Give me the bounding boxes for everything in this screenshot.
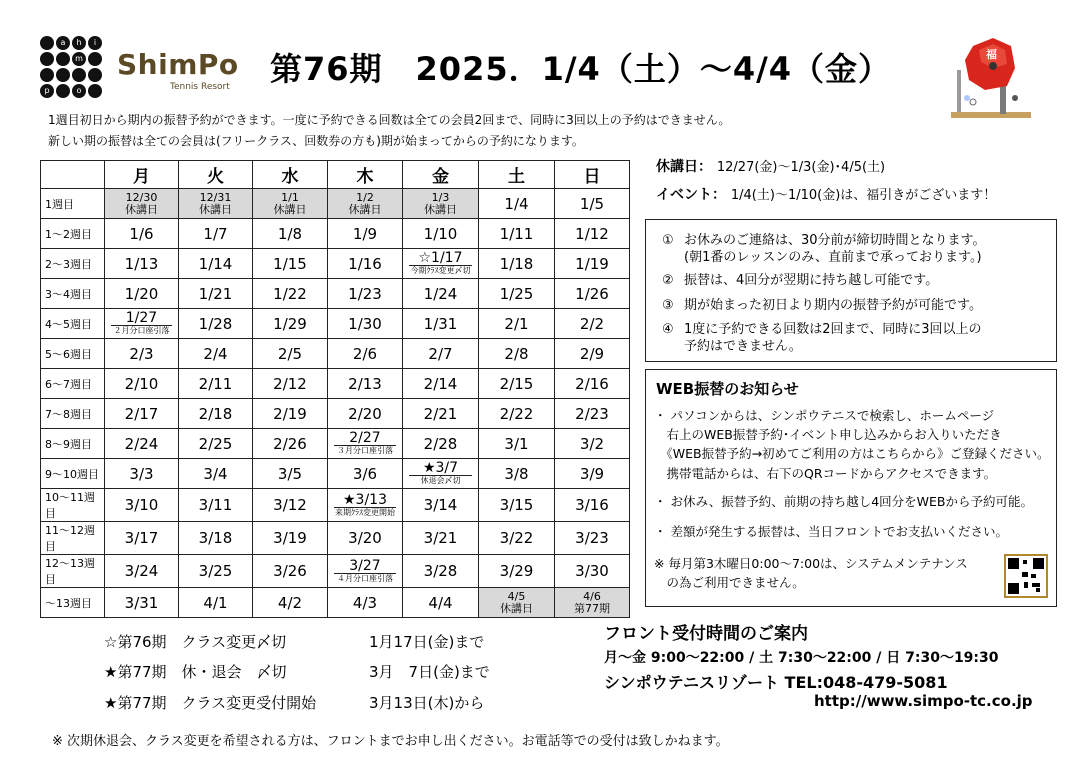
deadline-item [104,661,490,682]
date-cell: 1/30 [328,309,403,339]
date-note: 第77期 [574,601,610,615]
date-note: 休退会〆切 [409,475,472,486]
week-label: 8～9週目 [41,429,105,459]
date-cell: 2/6 [328,339,403,369]
date-note: 休講日 [125,202,158,216]
date-cell: 1/18 [479,249,555,279]
date-cell [403,459,479,489]
date-cell: 4/1 [179,588,253,618]
deadline-label: ★第77期 休・退会 〆切 [104,663,287,681]
date-cell: 2/7 [403,339,479,369]
holiday-value: 12/27(金)～1/3(金)･4/5(土) [716,160,886,175]
date-cell: 4/2 [253,588,328,618]
rule-text: 期が始まった初日より期内の振替予約が可能です。 [684,298,982,313]
date-cell: 1/10 [403,219,479,249]
logo-dot [88,68,102,82]
table-row [41,309,630,339]
date-value: 1/1 [281,190,299,204]
date-value: 2/27 [349,430,381,446]
date-cell: 2/21 [403,399,479,429]
date-cell [105,309,179,339]
date-cell: 1/24 [403,279,479,309]
day-header: 月 [105,161,179,189]
date-cell: 3/22 [479,522,555,555]
date-cell: 2/11 [179,369,253,399]
date-cell: 1/13 [105,249,179,279]
web-line: ・ 差額が発生する振替は、当日フロントでお支払いください。 [654,524,1008,539]
date-cell: 3/10 [105,489,179,522]
date-cell: 3/20 [328,522,403,555]
date-value: 12/30 [125,190,158,204]
web-line: ・ お休み、振替予約、前期の持ち越し4回分をWEBから予約可能。 [654,494,1034,509]
day-header: 日 [555,161,630,189]
rule-text: お休みのご連絡は、30分前が締切時間となります。 [684,233,986,248]
intro-line: 新しい期の振替は全ての会員は(フリークラス、回数券の方も)期が始まってからの予約になります。 [48,134,584,148]
date-cell: 3/6 [328,459,403,489]
date-cell [403,249,479,279]
date-cell: 2/18 [179,399,253,429]
table-row [41,279,630,309]
date-note: 休講日 [199,202,232,216]
intro-line: 1週目初日から期内の振替予約ができます。一度に予約できる回数は全ての会員2回まで、同時に3回以上の予約はできません。 [48,113,731,127]
week-label: 5～6週目 [41,339,105,369]
deadline-item [104,631,485,652]
date-cell: 1/16 [328,249,403,279]
date-note: ４月分口座引落 [334,573,396,584]
deadline-date: 3月 7日(金)まで [369,663,490,681]
deadline-date: 3月13日(木)から [369,694,485,712]
date-note: 休講日 [273,202,307,216]
front-desk-phone[interactable]: シンポウテニスリゾート TEL:048-479-5081 [604,673,948,692]
date-cell: 2/5 [253,339,328,369]
date-cell: 1/19 [555,249,630,279]
table-row [41,189,630,219]
date-note: 休講日 [348,202,382,216]
date-cell: 1/4 [479,189,555,219]
rule-text: 1度に予約できる回数は2回まで、同時に3回以上の [684,322,982,337]
logo-dot [56,84,70,98]
front-desk-title: フロント受付時間のご案内 [604,624,808,644]
date-cell: 2/25 [179,429,253,459]
logo-dot: p [40,84,54,98]
logo-dot: i [88,36,102,50]
date-value: 4/5 [507,589,526,603]
date-cell: 3/19 [253,522,328,555]
logo-dot: h [72,36,86,50]
week-label: 9～10週目 [41,459,105,489]
rule-number: ① [662,233,674,248]
date-cell: 1/21 [179,279,253,309]
event-value: 1/4(土)～1/10(金)は、福引きがございます！ [730,188,997,203]
date-value: 4/6 [583,589,601,603]
date-cell: 3/30 [555,555,630,588]
date-cell: 2/10 [105,369,179,399]
date-cell: 2/23 [555,399,630,429]
schedule-table [40,160,630,618]
date-note: ２月分口座引落 [111,325,172,336]
date-cell: 3/12 [253,489,328,522]
qr-code[interactable] [1004,554,1048,598]
week-label: 4～5週目 [41,309,105,339]
brand-name: ShimPo [117,48,239,81]
rule-text: 予約はできません。 [684,339,802,354]
date-cell: 3/24 [105,555,179,588]
date-value: ★3/13 [343,491,387,508]
rule-text: (朝1番のレッスンのみ、直前まで承っております。) [684,250,982,265]
logo-dot [40,36,54,50]
date-cell: 2/2 [555,309,630,339]
date-cell: 1/22 [253,279,328,309]
web-title: WEB振替のお知らせ [656,380,799,398]
rule-line [662,297,982,314]
page-title: 第76期 2025．1/4（土）～4/4（金） [270,50,892,88]
deadline-date: 1月17日(金)まで [369,633,485,651]
date-value: 12/31 [199,190,232,204]
week-label: 10～11週目 [41,489,105,522]
lottery-sign: 福 [986,48,997,61]
date-cell: 2/20 [328,399,403,429]
week-label: ～13週目 [41,588,105,618]
date-cell: 1/12 [555,219,630,249]
date-cell: 1/14 [179,249,253,279]
date-cell: 2/9 [555,339,630,369]
deadline-item [104,692,485,713]
table-row [41,219,630,249]
date-note: 今期ｸﾗｽ変更〆切 [410,266,471,275]
logo-dot [72,68,86,82]
date-cell [253,189,328,219]
week-label: 1週目 [41,189,105,219]
date-cell: 1/31 [403,309,479,339]
date-cell [328,189,403,219]
date-cell: 2/19 [253,399,328,429]
web-line: の為ご利用できません。 [654,575,805,590]
date-cell: 2/8 [479,339,555,369]
date-cell: 1/9 [328,219,403,249]
date-cell: 2/12 [253,369,328,399]
date-cell: 1/26 [555,279,630,309]
date-cell: 3/8 [479,459,555,489]
rule-line [662,232,986,249]
day-header: 土 [479,161,555,189]
date-value: 1/3 [431,190,450,204]
day-header: 木 [328,161,403,189]
logo-dot [40,68,54,82]
date-cell: 3/11 [179,489,253,522]
date-cell: 2/28 [403,429,479,459]
date-cell [479,588,555,618]
week-label: 6～7週目 [41,369,105,399]
event-label: イベント： [656,187,726,203]
footer-note: ※ 次期休退会、クラス変更を希望される方は、フロントまでお申し出ください。お電話等での受付は致しかねます。 [52,734,729,749]
date-cell: 3/23 [555,522,630,555]
date-cell: 1/29 [253,309,328,339]
week-label: 2～3週目 [41,249,105,279]
date-cell [555,588,630,618]
rule-line [662,272,938,289]
date-cell: 4/4 [403,588,479,618]
week-label: 1～2週目 [41,219,105,249]
date-cell: 2/24 [105,429,179,459]
date-cell: 4/3 [328,588,403,618]
date-cell: 2/14 [403,369,479,399]
web-line: ※ 毎月第3木曜日0:00～7:00は、システムメンテナンス [654,556,968,571]
date-cell: 3/4 [179,459,253,489]
day-header: 火 [179,161,253,189]
table-row [41,489,630,522]
date-cell: 1/6 [105,219,179,249]
date-cell: 3/5 [253,459,328,489]
date-cell: 2/17 [105,399,179,429]
event-info [656,184,996,204]
rule-line [662,321,982,338]
date-cell: 1/11 [479,219,555,249]
web-line: 《WEB振替予約→初めてご利用の方はこちらから》ご登録ください。 [654,446,1050,461]
date-cell: 1/25 [479,279,555,309]
day-header: 金 [403,161,479,189]
date-cell: 3/26 [253,555,328,588]
date-value: 1/27 [125,310,158,326]
brand-subtitle: Tennis Resort [170,82,230,92]
web-info-box [645,369,1057,607]
rule-number: ③ [662,298,674,313]
date-cell: 3/18 [179,522,253,555]
holiday-info [656,156,885,176]
date-cell: 3/1 [479,429,555,459]
week-label: 7～8週目 [41,399,105,429]
website-link[interactable]: http://www.simpo-tc.co.jp [814,692,1033,710]
date-value: ☆1/17 [418,250,463,266]
date-cell: 3/25 [179,555,253,588]
holiday-label: 休講日： [656,159,712,175]
web-line: 右上のWEB振替予約･イベント申し込みからお入りいただき [654,427,1002,442]
week-label: 11～12週目 [41,522,105,555]
logo-dot [88,84,102,98]
date-cell: 3/29 [479,555,555,588]
header-corner [41,161,105,189]
rule-number: ② [662,273,674,288]
date-cell [403,189,479,219]
date-value: 3/27 [349,557,381,574]
rule-number: ④ [662,322,674,337]
date-cell: 2/15 [479,369,555,399]
date-cell: 3/31 [105,588,179,618]
date-cell: 1/15 [253,249,328,279]
day-header: 水 [253,161,328,189]
date-cell: 2/1 [479,309,555,339]
lottery-machine-icon [945,32,1035,124]
date-cell: 3/17 [105,522,179,555]
rule-text: 振替は、4回分が翌期に持ち越し可能です。 [684,273,939,288]
week-label: 12～13週目 [41,555,105,588]
date-cell: 2/16 [555,369,630,399]
logo-dots [40,36,100,96]
date-value: 1/2 [356,190,374,204]
logo-dot [40,52,54,66]
date-cell: 1/28 [179,309,253,339]
table-row [41,429,630,459]
date-cell: 2/26 [253,429,328,459]
week-label: 3～4週目 [41,279,105,309]
date-note: 来期ｸﾗｽ変更開始 [335,507,395,517]
rules-box [645,219,1057,362]
date-cell: 3/21 [403,522,479,555]
table-row [41,459,630,489]
table-row [41,249,630,279]
logo-dot: a [56,36,70,50]
date-cell: 1/23 [328,279,403,309]
logo-dot [88,52,102,66]
date-cell: 1/20 [105,279,179,309]
date-cell [179,189,253,219]
date-cell: 1/5 [555,189,630,219]
table-row [41,339,630,369]
date-cell: 3/2 [555,429,630,459]
date-cell: 1/7 [179,219,253,249]
web-line: ・ パソコンからは、シンポウテニスで検索し、ホームページ [654,408,995,423]
date-cell: 3/15 [479,489,555,522]
date-cell [328,489,403,522]
table-row [41,522,630,555]
logo-dot [56,68,70,82]
date-note: ３月分口座引落 [334,445,396,456]
table-row [41,369,630,399]
table-row [41,399,630,429]
rule-line [662,249,982,266]
date-note: 休講日 [424,202,457,216]
date-cell [328,429,403,459]
date-cell: 3/3 [105,459,179,489]
date-cell: 2/4 [179,339,253,369]
date-cell: 3/16 [555,489,630,522]
rule-line [662,338,802,355]
web-line: 携帯電話からは、右下のQRコードからアクセスできます。 [654,466,997,481]
front-desk-hours: 月～金 9:00～22:00 / 土 7:30～22:00 / 日 7:30～19:30 [604,650,999,666]
date-note: 休講日 [500,601,533,615]
date-cell: 2/22 [479,399,555,429]
date-cell [105,189,179,219]
date-cell: 3/14 [403,489,479,522]
logo-dot: m [72,52,86,66]
date-value: ★3/7 [422,460,459,476]
date-cell: 2/13 [328,369,403,399]
date-cell [328,555,403,588]
deadline-label: ☆第76期 クラス変更〆切 [104,633,287,651]
table-row [41,588,630,618]
deadline-label: ★第77期 クラス変更受付開始 [104,694,317,712]
logo-dot [56,52,70,66]
table-row [41,555,630,588]
date-cell: 2/3 [105,339,179,369]
date-cell: 1/8 [253,219,328,249]
date-cell: 3/9 [555,459,630,489]
date-cell: 3/28 [403,555,479,588]
logo-dot: o [72,84,86,98]
